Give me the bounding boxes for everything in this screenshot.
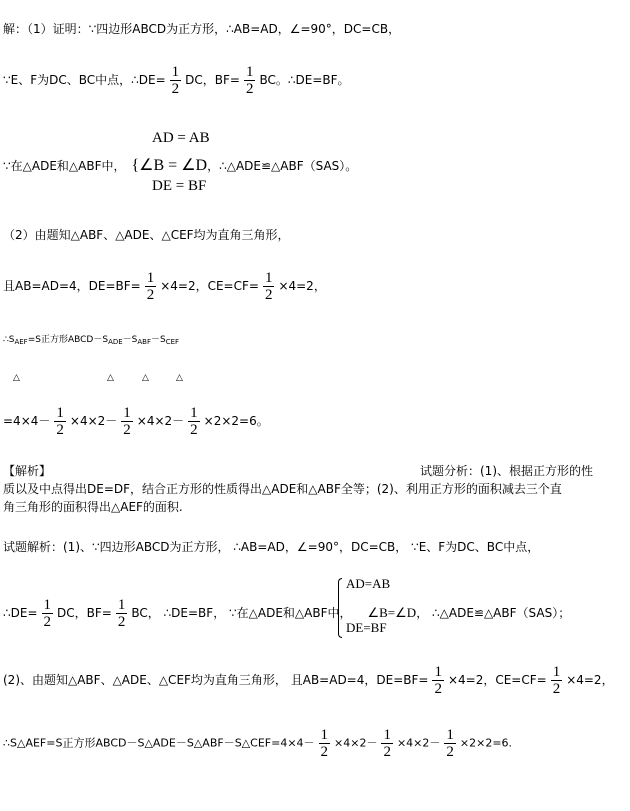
triangle-mark: △	[107, 373, 114, 383]
solution-line-2	[3, 64, 350, 97]
triangle-mark: △	[13, 373, 20, 383]
analysis-title: 试题分析：(1)、根据正方形的性	[420, 464, 593, 478]
explain-line-1: 试题解析：(1)、∵四边形ABCD为正方形， ∴AB=AD，∠=90°，DC=CB， ∵E、F为DC、BC中点，	[3, 540, 540, 554]
text: DC，BF=	[185, 73, 240, 87]
analysis-body-2: 角三角形的面积得出△AEF的面积.	[3, 500, 183, 514]
fraction-half: $\frac{1}{2}$	[117, 597, 126, 630]
solution-line-4: （2）由题知△ABF、△ADE、△CEF均为直角三角形，	[3, 228, 290, 242]
explain-line-3: (2)、由题知△ABF、△ADE、△CEF均为直角三角形， 且AB=AD=4，DE=BF= $\frac{1}{2}$ ×4=2，CE=CF= $\frac{1}{2}$ ×4=2，	[3, 664, 614, 697]
fraction-half: $\frac{1}{2}$	[383, 727, 391, 760]
equation-system-line: ∠B = ∠D	[139, 157, 208, 174]
equation-system-line: ∠B=∠D	[367, 605, 417, 620]
equation-system-line: AD = AB	[152, 130, 210, 146]
fraction-half: $\frac{1}{2}$	[146, 270, 155, 303]
fraction-half: $\frac{1}{2}$	[264, 270, 273, 303]
solution-line-1: 解：（1）证明：∵四边形ABCD为正方形，∴AB=AD，∠=90°，DC=CB，	[3, 22, 401, 36]
equation-system-line: DE = BF	[152, 178, 207, 194]
text: BC。∴DE=BF。	[259, 73, 350, 87]
fraction-half: $\frac{1}{2}$	[56, 405, 64, 438]
fraction-half: $\frac{1}{2}$	[320, 727, 329, 760]
text: ×4=2，	[278, 279, 326, 293]
triangle-mark: △	[176, 373, 183, 383]
text: ∵在△ADE和△ABF中，	[3, 159, 126, 173]
triangle-mark: △	[142, 373, 149, 383]
text: ，∴△ADE≌△ABF（SAS）。	[207, 159, 358, 173]
explain-line-4: ∴S△AEF=S正方形ABCD－S△ADE－S△ABF－S△CEF=4×4－ $\frac{1}{2}$ ×4×2－ $\frac{1}{2}$ ×4×2－ $\frac{1}{2}$ ×2×2=6.	[3, 727, 513, 760]
fraction-half: $\frac{1}{2}$	[434, 664, 442, 697]
equation-system-line: DE=BF	[346, 620, 387, 635]
text: ×4=2，CE=CF=	[160, 279, 259, 293]
fraction-half: $\frac{1}{2}$	[446, 727, 454, 760]
text: ∵E、F为DC、BC中点，∴DE=	[3, 73, 166, 87]
fraction-half: $\frac{1}{2}$	[190, 405, 198, 438]
analysis-body-1: 质以及中点得出DE=DF，结合正方形的性质得出△ADE和△ABF全等；(2)、利用正方形的面积减去三个直	[3, 482, 562, 496]
fraction-half: $\frac{1}{2}$	[123, 405, 131, 438]
fraction-half: $\frac{1}{2}$	[43, 597, 52, 630]
solution-line-6: $\therefore S_{AEF}=S$正方形$ABCD-S_{ADE}-S_{ABF}-S_{CEF}$	[3, 335, 180, 346]
explain-line-2: ∴DE= $\frac{1}{2}$ DC，BF= $\frac{1}{2}$ BC， ∴DE=BF， ∵在△ADE和△ABF中， ∠B=∠D， ∴△ADE≌△ABF（SAS）；	[3, 597, 571, 630]
solution-line-5	[3, 270, 326, 303]
solution-line-7: =4×4－ $\frac{1}{2}$ ×4×2－ $\frac{1}{2}$ ×4×2－ $\frac{1}{2}$ ×2×2=6。	[3, 405, 269, 438]
fraction-half: $\frac{1}{2}$	[552, 664, 561, 697]
text: 且AB=AD=4，DE=BF=	[3, 279, 141, 293]
analysis-tag: 【解析】	[3, 464, 52, 478]
fraction-half: $\frac{1}{2}$	[171, 64, 180, 97]
fraction-half: $\frac{1}{2}$	[245, 64, 254, 97]
equation-system-line: AD=AB	[346, 576, 391, 591]
solution-line-3: ∵在△ADE和△ABF中， {∠B = ∠D，∴△ADE≌△ABF（SAS）。	[3, 157, 358, 174]
